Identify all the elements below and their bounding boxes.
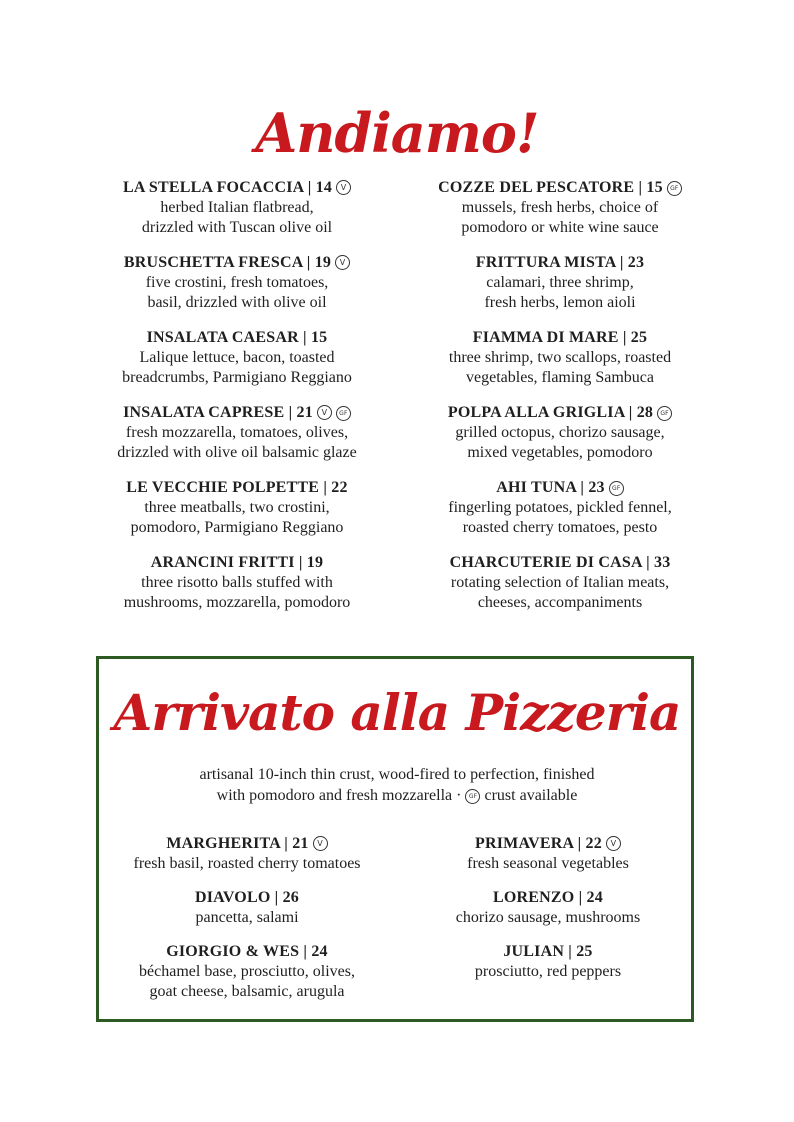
intro-line: crust available [484, 787, 578, 804]
menu-item [77, 178, 397, 253]
item-name: FRITTURA MISTA | 23 [475, 254, 645, 271]
item-description: three risotto balls stuffed with [141, 574, 333, 591]
pizza-item [97, 888, 397, 928]
pizza-item [398, 942, 698, 982]
vegetarian-icon: V [336, 180, 351, 195]
item-description: breadcrumbs, Parmigiano Reggiano [122, 369, 352, 386]
item-description: rotating selection of Italian meats, [450, 574, 670, 591]
item-name: COZZE DEL PESCATORE | 15 [438, 179, 663, 196]
item-name: LORENZO | 24 [493, 889, 603, 906]
item-description: three shrimp, two scallops, roasted [448, 349, 672, 366]
item-description: goat cheese, balsamic, arugula [149, 983, 345, 1000]
item-name: JULIAN | 25 [503, 943, 593, 960]
pizza-left-column [97, 834, 397, 1016]
item-description: calamari, three shrimp, [486, 274, 634, 291]
item-name: BRUSCHETTA FRESCA | 19 [123, 254, 332, 271]
gluten-free-icon: GF [465, 789, 480, 804]
item-description: fresh mozzarella, tomatoes, olives, [125, 424, 349, 441]
item-name: LE VECCHIE POLPETTE | 22 [126, 479, 348, 496]
pizza-item [398, 834, 698, 874]
item-name: LA STELLA FOCACCIA | 14 [122, 179, 333, 196]
item-name: AHI TUNA | 23 [496, 479, 605, 496]
item-description: drizzled with olive oil balsamic glaze [117, 444, 357, 461]
item-description: chorizo sausage, mushrooms [455, 909, 641, 926]
vegetarian-icon: V [313, 836, 328, 851]
item-description: mussels, fresh herbs, choice of [461, 199, 659, 216]
menu-item [77, 253, 397, 328]
menu-item [77, 403, 397, 478]
item-description: fingerling potatoes, pickled fennel, [448, 499, 672, 516]
item-description: mushrooms, mozzarella, pomodoro [123, 594, 351, 611]
pizza-item [398, 888, 698, 928]
item-description: five crostini, fresh tomatoes, [145, 274, 329, 291]
item-name: DIAVOLO | 26 [195, 889, 299, 906]
menu-item [400, 178, 720, 253]
menu-item [400, 478, 720, 553]
intro-line: with pomodoro and fresh mozzarella · [216, 787, 462, 804]
pizzeria-intro [0, 764, 794, 806]
pizza-item [97, 834, 397, 874]
item-description: pomodoro or white wine sauce [461, 219, 659, 236]
andiamo-title: Andiamo! [255, 101, 539, 165]
item-description: drizzled with Tuscan olive oil [141, 219, 333, 236]
pizza-item [97, 942, 397, 1002]
pizza-right-column [398, 834, 698, 996]
item-description: basil, drizzled with olive oil [147, 294, 327, 311]
menu-item [400, 328, 720, 403]
intro-line: artisanal 10-inch thin crust, wood-fired to perfection, finished [199, 766, 595, 783]
item-name: MARGHERITA | 21 [166, 835, 309, 852]
menu-item [400, 253, 720, 328]
appetizers-left-column [77, 178, 397, 628]
gluten-free-icon: GF [667, 181, 682, 196]
appetizers-right-column [400, 178, 720, 628]
item-description: pancetta, salami [195, 909, 299, 926]
gluten-free-icon: GF [609, 481, 624, 496]
item-description: cheeses, accompaniments [477, 594, 643, 611]
item-name: INSALATA CAESAR | 15 [146, 329, 328, 346]
item-description: fresh herbs, lemon aioli [484, 294, 636, 311]
item-name: INSALATA CAPRESE | 21 [123, 404, 313, 421]
item-description: prosciutto, red peppers [474, 963, 622, 980]
item-description: three meatballs, two crostini, [144, 499, 330, 516]
vegetarian-icon: V [317, 405, 332, 420]
item-description: grilled octopus, chorizo sausage, [455, 424, 665, 441]
item-description: pomodoro, Parmigiano Reggiano [130, 519, 344, 536]
item-name: GIORGIO & WES | 24 [166, 943, 328, 960]
item-description: fresh basil, roasted cherry tomatoes [133, 855, 361, 872]
menu-item [77, 553, 397, 628]
vegetarian-icon: V [606, 836, 621, 851]
item-name: PRIMAVERA | 22 [475, 835, 602, 852]
gluten-free-icon: GF [336, 406, 351, 421]
item-name: CHARCUTERIE DI CASA | 33 [449, 554, 671, 571]
menu-item [77, 478, 397, 553]
vegetarian-icon: V [335, 255, 350, 270]
menu-item [400, 403, 720, 478]
menu-item [400, 553, 720, 628]
item-description: Lalique lettuce, bacon, toasted [139, 349, 335, 366]
item-description: béchamel base, prosciutto, olives, [139, 963, 355, 980]
item-description: mixed vegetables, pomodoro [467, 444, 653, 461]
menu-item [77, 328, 397, 403]
pizzeria-title: Arrivato alla Pizzeria [113, 683, 681, 742]
item-name: ARANCINI FRITTI | 19 [150, 554, 324, 571]
item-description: roasted cherry tomatoes, pesto [462, 519, 658, 536]
item-description: vegetables, flaming Sambuca [466, 369, 654, 386]
item-description: herbed Italian flatbread, [160, 199, 314, 216]
item-name: FIAMMA DI MARE | 25 [472, 329, 648, 346]
gluten-free-icon: GF [657, 406, 672, 421]
item-name: POLPA ALLA GRIGLIA | 28 [447, 404, 654, 421]
item-description: fresh seasonal vegetables [467, 855, 629, 872]
